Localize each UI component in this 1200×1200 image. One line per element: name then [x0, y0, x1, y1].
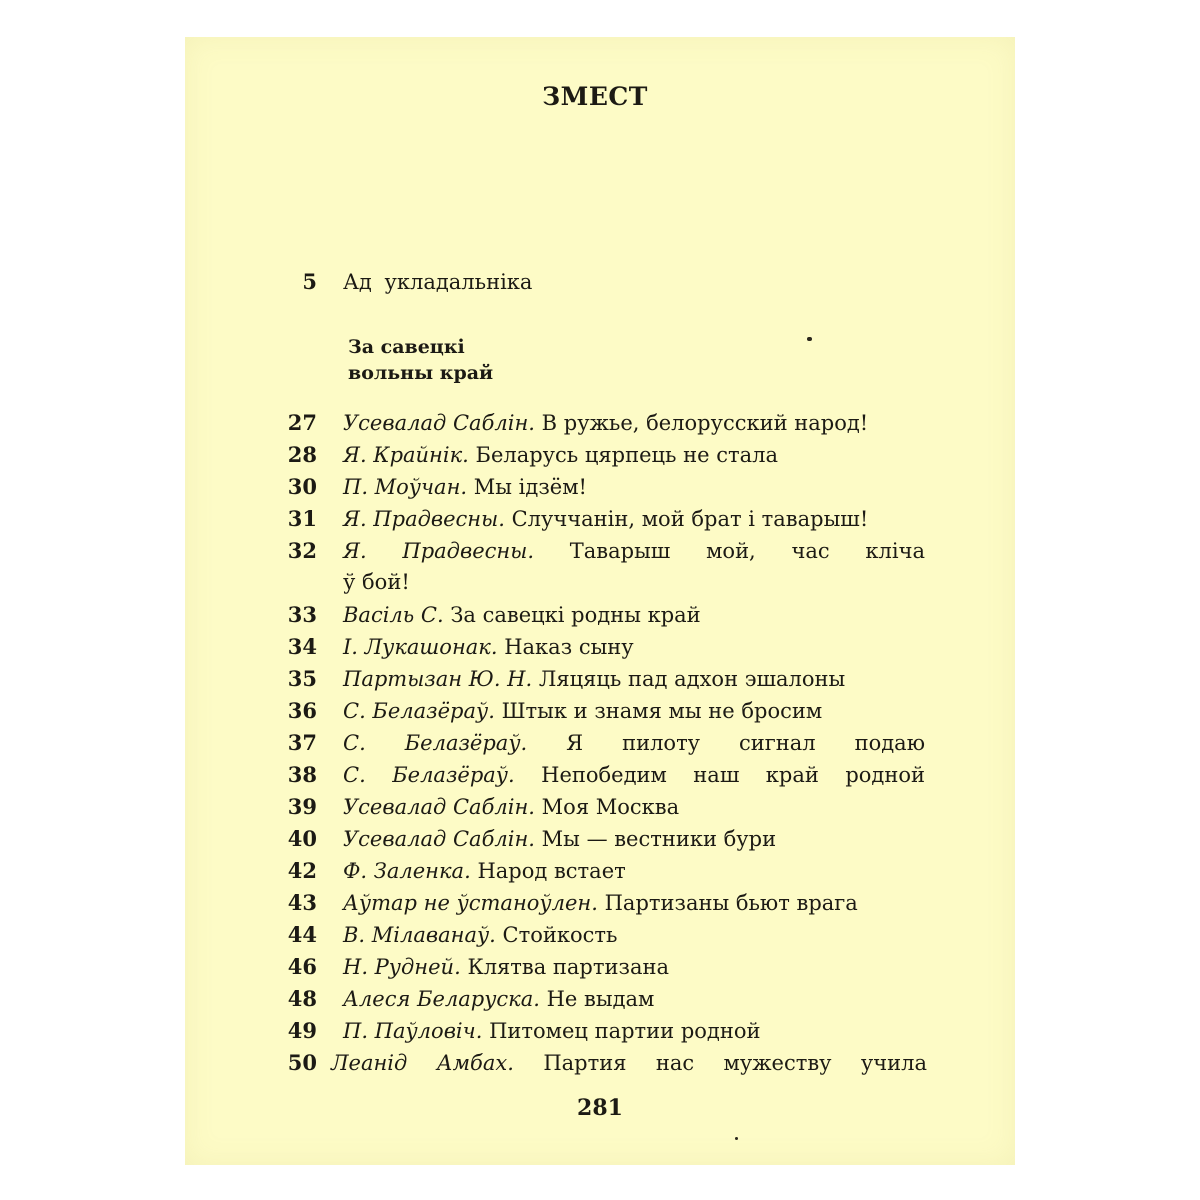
toc-author: Усевалад Саблін. — [343, 795, 535, 819]
toc-author: С. Белазёраў. — [343, 699, 495, 723]
toc-author: С. Белазёраў. — [343, 763, 515, 787]
toc-page-number: 32 — [287, 538, 317, 563]
toc-page-number: 42 — [287, 858, 317, 883]
toc-title: Моя Москва — [541, 795, 680, 819]
print-speck — [735, 1137, 738, 1140]
toc-author: Партызан Ю. Н. — [343, 667, 533, 691]
toc-title: Мы ідзём! — [473, 475, 587, 499]
section-heading-line-2: вольны край — [348, 362, 494, 384]
toc-title: Случчанін, мой брат і таварыш! — [511, 507, 869, 531]
toc-title: Мы — вестники бури — [541, 827, 777, 851]
toc-page-number: 44 — [287, 922, 317, 947]
toc-title: Не выдам — [546, 987, 655, 1011]
toc-page-number: 40 — [287, 826, 317, 851]
toc-title: Ад укладальніка — [343, 270, 533, 294]
toc-page-number: 50 — [287, 1050, 317, 1075]
toc-title: Партизаны бьют врага — [604, 891, 858, 915]
toc-author: Васіль С. — [343, 603, 444, 627]
toc-author: Алеся Беларуска. — [343, 987, 540, 1011]
toc-title: За савецкі родны край — [450, 603, 701, 627]
toc-page-number: 43 — [287, 890, 317, 915]
toc-page-number: 28 — [287, 442, 317, 467]
toc-title: Ляцяць пад адхон эшалоны — [538, 667, 846, 691]
toc-title: Народ встает — [477, 859, 626, 883]
toc-title-continuation: ў бой! — [343, 570, 410, 594]
toc-title: В ружье, белорусский народ! — [541, 411, 869, 435]
toc-page-number: 38 — [287, 762, 317, 787]
toc-title: Питомец партии родной — [489, 1019, 761, 1043]
page-number: 281 — [577, 1095, 623, 1121]
toc-author: С. Белазёраў. — [343, 731, 528, 755]
toc-page-number: 33 — [287, 602, 317, 627]
toc-title: Штык и знамя мы не бросим — [501, 699, 823, 723]
toc-page-number: 31 — [287, 506, 317, 531]
toc-author: Н. Рудней. — [343, 955, 461, 979]
section-heading-line-1: За савецкі — [348, 336, 465, 358]
toc-page-number: 39 — [287, 794, 317, 819]
toc-title: Беларусь цярпець не стала — [475, 443, 778, 467]
toc-page-number: 30 — [287, 474, 317, 499]
page-heading: ЗМЕСТ — [542, 82, 648, 111]
toc-author: Усевалад Саблін. — [343, 827, 535, 851]
toc-title: Стойкость — [502, 923, 618, 947]
toc-title: Я пилоту сигнал подаю — [566, 731, 925, 755]
toc-author: Аўтар не ўстаноўлен. — [343, 891, 598, 915]
toc-author: Я. Крайнік. — [343, 443, 469, 467]
toc-title: Наказ сыну — [504, 635, 634, 659]
toc-page-number: 35 — [287, 666, 317, 691]
toc-page-number: 46 — [287, 954, 317, 979]
toc-page-number: 34 — [287, 634, 317, 659]
toc-author: П. Моўчан. — [343, 475, 468, 499]
toc-title: Таварыш мой, час кліча — [569, 539, 926, 563]
print-speck — [807, 337, 812, 341]
toc-page-number: 48 — [287, 986, 317, 1011]
toc-author: Усевалад Саблін. — [343, 411, 535, 435]
toc-title: Партия нас мужеству учила — [543, 1051, 927, 1075]
book-page — [185, 37, 1015, 1165]
toc-author: Леанід Амбах. — [331, 1051, 514, 1075]
toc-title: Непобедим наш край родной — [541, 763, 925, 787]
section-heading — [348, 334, 493, 386]
toc-author: Ф. Заленка. — [343, 859, 471, 883]
toc-author: В. Мілаванаў. — [343, 923, 496, 947]
toc-title: Клятва партизана — [467, 955, 669, 979]
toc-author: Я. Прадвесны. — [343, 539, 535, 563]
toc-author: Я. Прадвесны. — [343, 507, 505, 531]
toc-page-number: 37 — [287, 730, 317, 755]
toc-page-number: 36 — [287, 698, 317, 723]
toc-author: І. Лукашонак. — [343, 635, 498, 659]
toc-page-number: 49 — [287, 1018, 317, 1043]
toc-page-number: 27 — [287, 410, 317, 435]
toc-author: П. Паўловіч. — [343, 1019, 483, 1043]
toc-page-number: 5 — [302, 269, 317, 294]
